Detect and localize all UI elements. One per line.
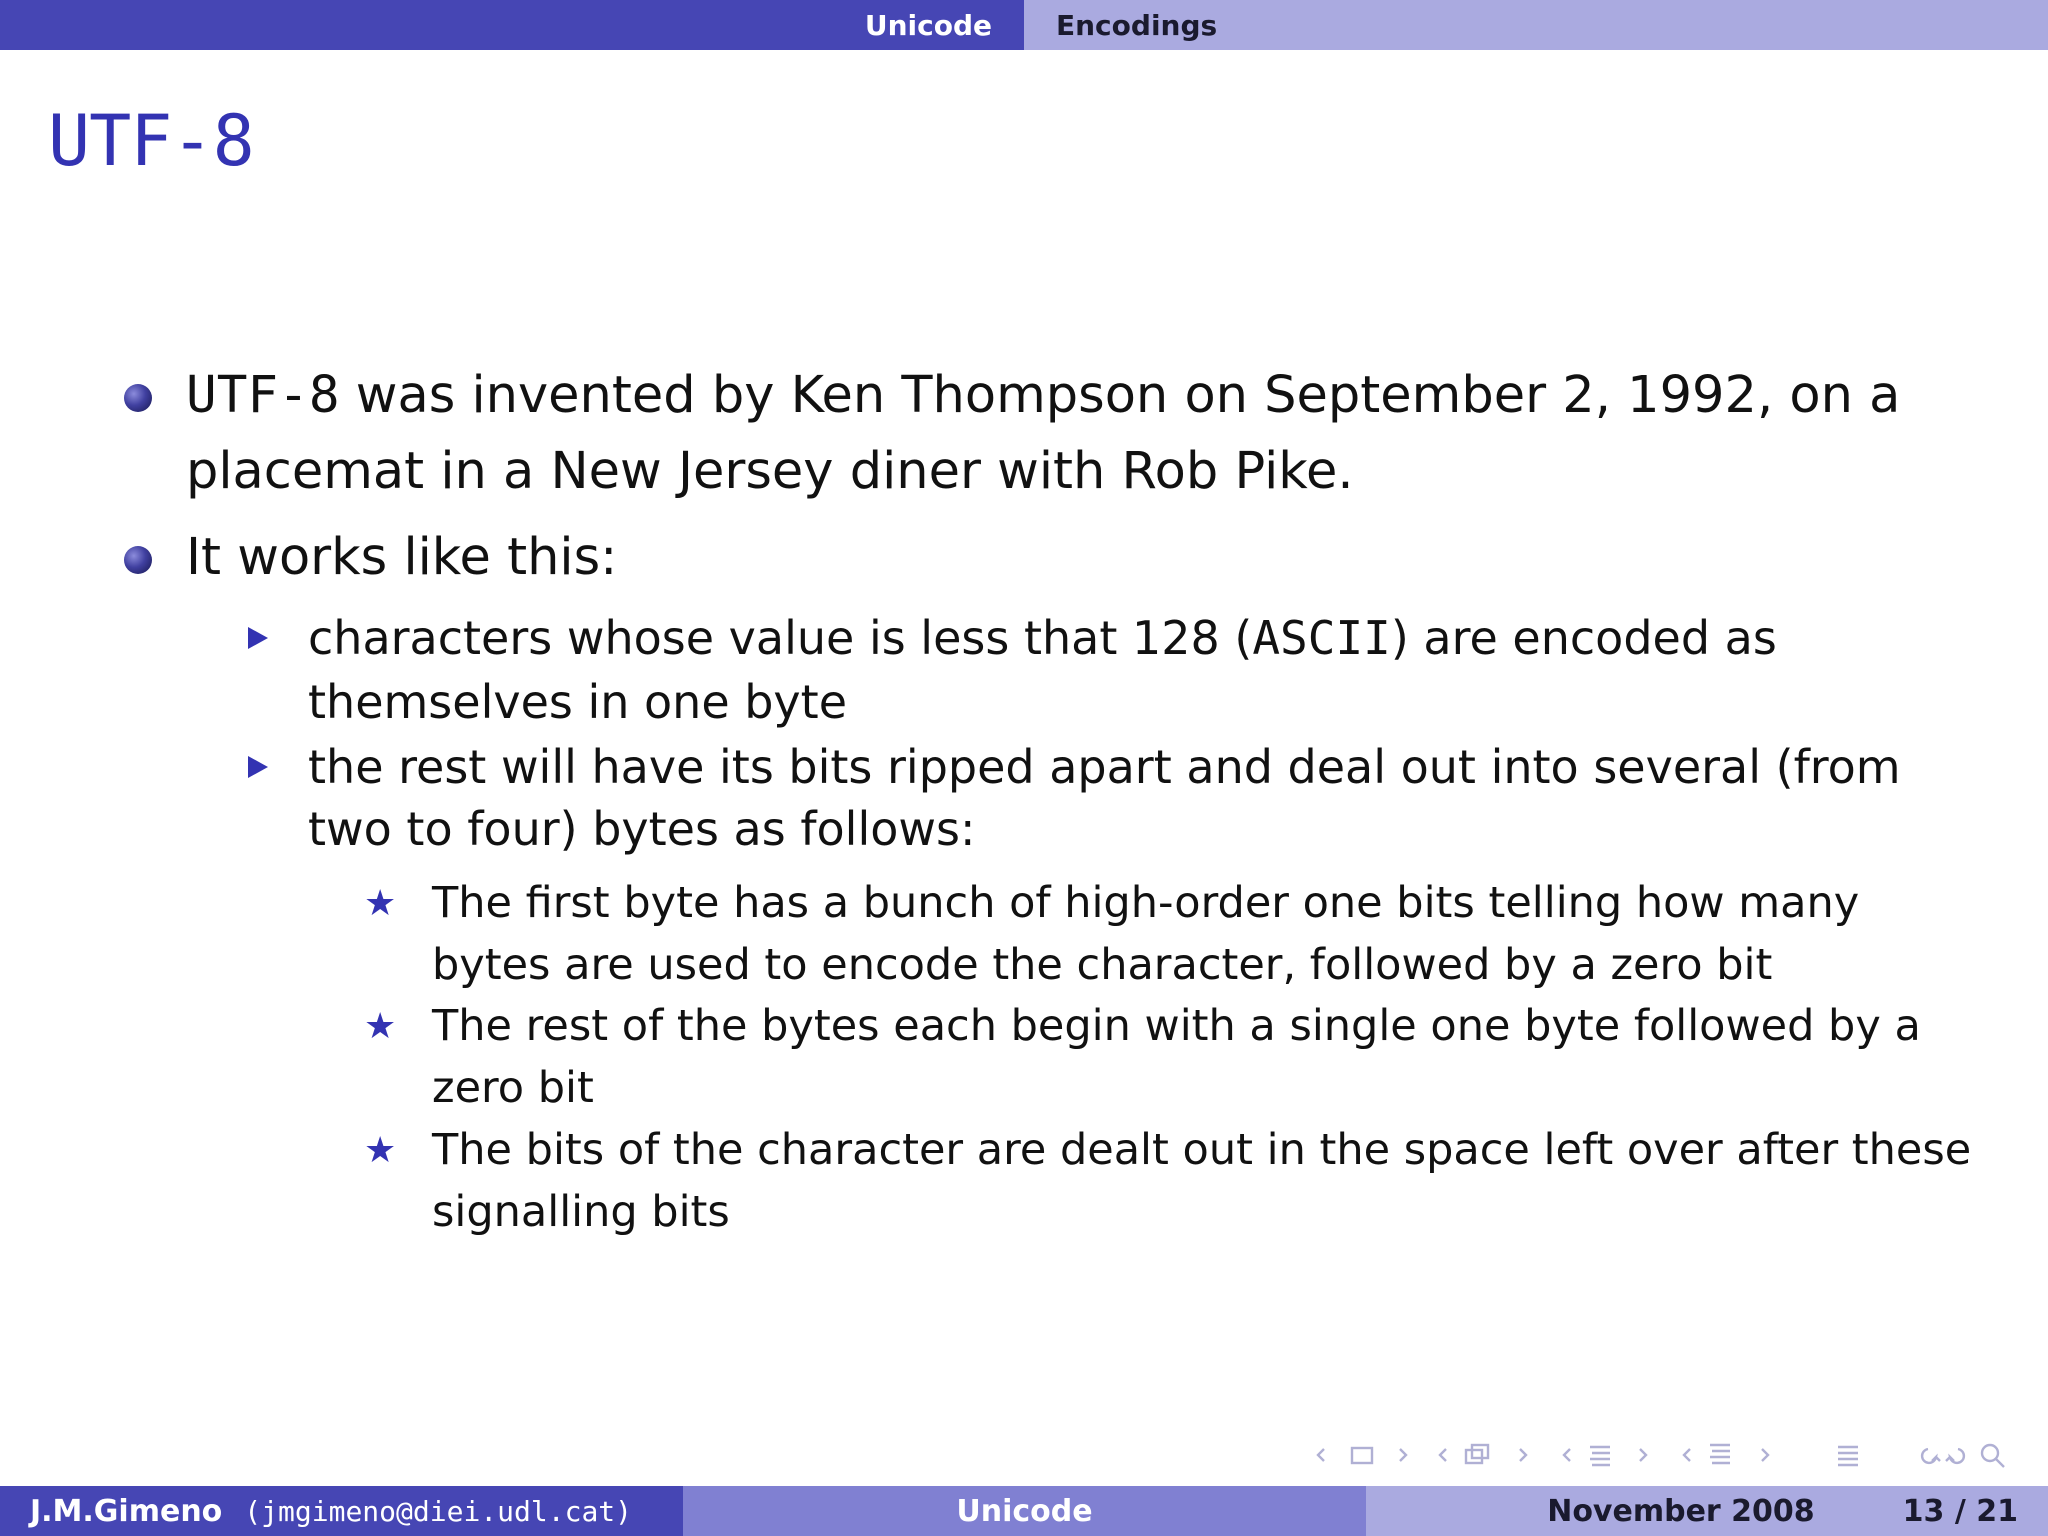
nav-section-icon[interactable] [1564,1447,1646,1465]
nav-subsection-encodings[interactable]: Encodings [1056,8,1218,42]
bullet-ball-icon [124,384,152,412]
footer-email: (jmgimeno@diei.udl.cat) [244,1494,633,1528]
list-item-text: was invented by Ken Thompson on September 2, 1992, on a [339,366,1901,425]
footer-author: J.M.Gimeno [30,1493,223,1529]
inline-code: ASCII [1252,611,1391,665]
footer-date-block [1366,1486,2048,1536]
nav-symbols-svg [1310,1437,2030,1473]
inline-code: UTF-8 [186,366,340,425]
bullet-ball-icon [124,546,152,574]
sub-list-continuation: two to four) bytes as follows: [308,802,976,856]
footer-page-number: 13 / 21 [1902,1493,2018,1529]
frame-title: UTF-8 [48,100,254,182]
sub-sub-list-item: The rest of the bytes each begin with a single one byte followed by a [432,1001,1921,1051]
star-bullet-icon: ★ [364,1006,397,1047]
footer-title-block [683,1486,1366,1536]
nav-document-icon[interactable] [1684,1445,1768,1463]
search-icon[interactable] [1982,1445,2004,1467]
nav-section-unicode[interactable]: Unicode [864,8,992,42]
nav-align-icon[interactable] [1838,1447,1858,1465]
nav-frame-icon[interactable] [1318,1448,1406,1463]
sub-list-continuation: themselves in one byte [308,675,847,729]
beamer-nav-symbols [1310,1437,2030,1473]
sub-sub-list-continuation: zero bit [432,1063,594,1113]
list-item [186,358,1986,434]
footer-bar [0,1486,2048,1536]
sub-list-text: characters whose value is less that 128 ( [308,611,1253,665]
header-nav-bar [0,0,2048,50]
star-bullet-icon: ★ [364,1130,397,1171]
footer-date: November 2008 [1547,1493,1815,1529]
list-item-continuation: placemat in a New Jersey diner with Rob Pike. [186,442,1354,501]
header-subsection-area [1024,0,2048,50]
triangle-bullet-icon [248,756,268,778]
footer-short-title: Unicode [956,1493,1093,1529]
list-item: It works like this: [186,528,618,587]
nav-forward-icon[interactable] [1946,1449,1964,1463]
nav-subsection-icon[interactable] [1440,1445,1526,1463]
sub-list-item [308,606,1988,670]
sub-list-item: the rest will have its bits ripped apart and deal out into several (from [308,740,1901,794]
sub-sub-list-item: The bits of the character are dealt out in the space left over after these [432,1125,1972,1175]
triangle-bullet-icon [248,627,268,649]
sub-list-text: ) are encoded as [1390,611,1777,665]
footer-author-block [0,1486,683,1536]
sub-sub-list-continuation: bytes are used to encode the character, followed by a zero bit [432,940,1773,990]
header-section-area [0,0,1024,50]
sub-sub-list-item: The first byte has a bunch of high-order one bits telling how many [432,878,1860,928]
sub-sub-list-continuation: signalling bits [432,1187,730,1237]
nav-back-icon[interactable] [1922,1449,1940,1463]
star-bullet-icon: ★ [364,883,397,924]
